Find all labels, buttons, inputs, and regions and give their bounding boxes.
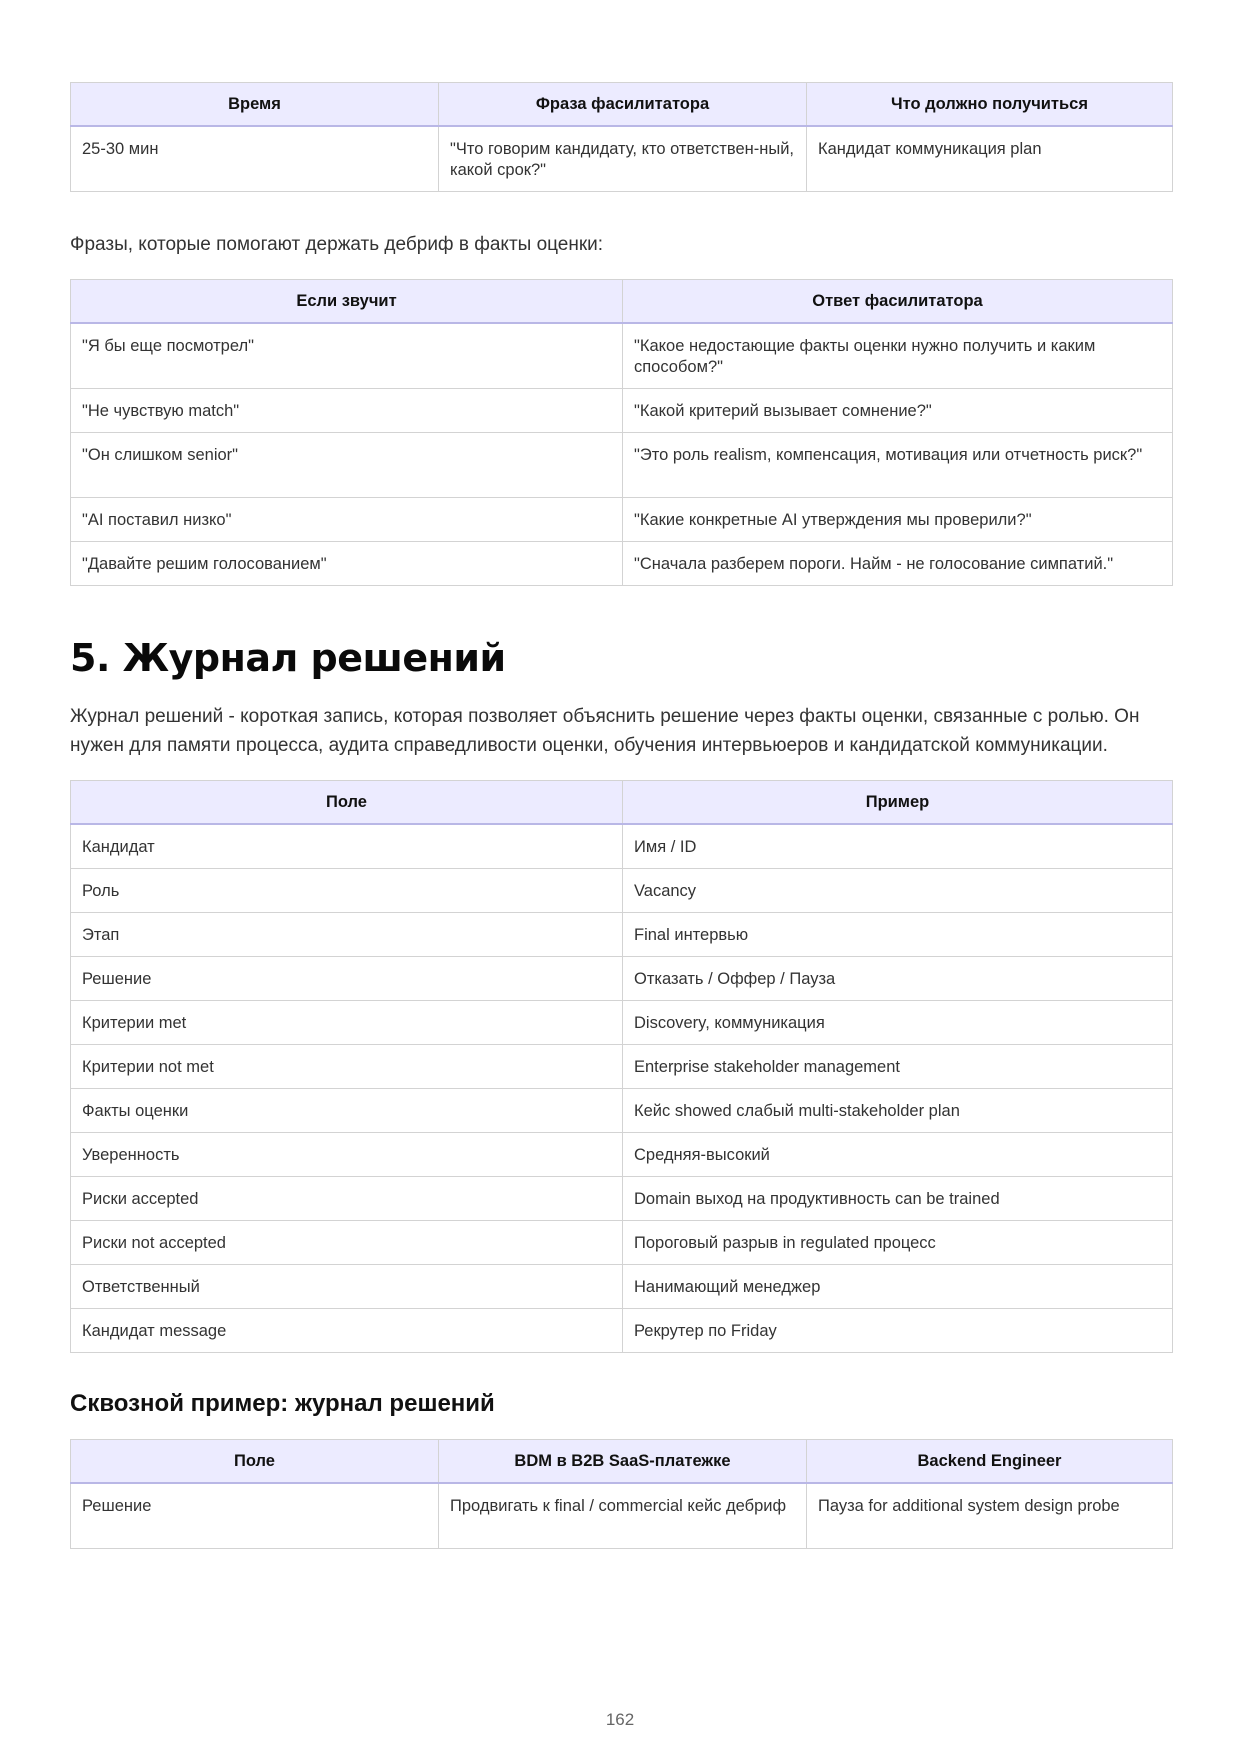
table-cell: Критерии not met [71,1045,623,1089]
table-cell: Решение [71,957,623,1001]
table-cell: "Сначала разберем пороги. Найм - не голосование симпатий." [623,542,1173,586]
table-row [71,542,1173,586]
table-header-cell: Фраза фасилитатора [439,83,807,127]
table-cell: "Что говорим кандидату, кто ответствен-ный, какой срок?" [439,126,807,192]
table-header-row [71,83,1173,127]
table-row [71,1309,1173,1353]
table-row [71,126,1173,192]
table-header-row [71,1440,1173,1484]
table-row [71,913,1173,957]
decision-log-table [70,780,1173,1353]
table-row [71,1221,1173,1265]
table-row [71,433,1173,498]
table-cell: Риски accepted [71,1177,623,1221]
table-cell: "Какой критерий вызывает сомнение?" [623,389,1173,433]
table-row [71,869,1173,913]
table-header-cell: Что должно получиться [807,83,1173,127]
table-cell: Уверенность [71,1133,623,1177]
table-cell: Кандидат message [71,1309,623,1353]
example-heading: Сквозной пример: журнал решений [70,1390,495,1417]
table-row [71,498,1173,542]
table-cell: Нанимающий менеджер [623,1265,1173,1309]
section-intro: Журнал решений - короткая запись, которая позволяет объяснить решение через факты оценки, связанные с ролью. Он нужен для памяти процесса, аудита справедливости оценки, обучения интервьюеров и кандидатской коммуникации. [70,706,1140,756]
table-cell: Риски not accepted [71,1221,623,1265]
table-cell: Средняя-высокий [623,1133,1173,1177]
table-cell: Пороговый разрыв in regulated процесс [623,1221,1173,1265]
table-row [71,1089,1173,1133]
table-cell: "Какое недостающие факты оценки нужно получить и каким способом?" [623,323,1173,389]
table-row [71,1177,1173,1221]
example-table [70,1439,1173,1549]
table-cell: Роль [71,869,623,913]
table-cell: "Давайте решим голосованием" [71,542,623,586]
table-cell: "Он слишком senior" [71,433,623,498]
table-cell: Ответственный [71,1265,623,1309]
table-row [71,389,1173,433]
table-cell: "Какие конкретные AI утверждения мы проверили?" [623,498,1173,542]
table-cell: Решение [71,1483,439,1549]
table-cell: "AI поставил низко" [71,498,623,542]
table-header-cell: Пример [623,781,1173,825]
table-cell: Domain выход на продуктивность can be trained [623,1177,1173,1221]
table-header-cell: Backend Engineer [807,1440,1173,1484]
page-number: 162 [605,1710,635,1729]
table-header-row [71,781,1173,825]
table-cell: Этап [71,913,623,957]
table-row [71,1265,1173,1309]
table-cell: "Я бы еще посмотрел" [71,323,623,389]
table-cell: Факты оценки [71,1089,623,1133]
table-cell: Кейс showed слабый multi-stakeholder plan [623,1089,1173,1133]
table-cell: Enterprise stakeholder management [623,1045,1173,1089]
table-cell: Кандидат [71,824,623,869]
timing-table [70,82,1173,192]
table-row [71,1133,1173,1177]
section-heading: 5. Журнал решений [70,636,506,680]
table-header-cell: BDM в B2B SaaS-платежке [439,1440,807,1484]
table-cell: Кандидат коммуникация plan [807,126,1173,192]
table-cell: Рекрутер по Friday [623,1309,1173,1353]
table-cell: "Это роль realism, компенсация, мотивация или отчетность риск?" [623,433,1173,498]
table-row [71,1483,1173,1549]
table-row [71,1001,1173,1045]
table-row [71,957,1173,1001]
document-page [70,82,1172,1549]
table-header-cell: Поле [71,1440,439,1484]
phrases-intro: Фразы, которые помогают держать дебриф в факты оценки: [70,234,604,255]
table-header-cell: Ответ фасилитатора [623,280,1173,324]
table-cell: 25-30 мин [71,126,439,192]
table-cell: Отказать / Оффер / Пауза [623,957,1173,1001]
table-cell: Имя / ID [623,824,1173,869]
table-cell: Vacancy [623,869,1173,913]
table-header-row [71,280,1173,324]
phrases-table [70,279,1173,586]
table-header-cell: Если звучит [71,280,623,324]
table-row [71,824,1173,869]
table-cell: Пауза for additional system design probe [807,1483,1173,1549]
table-cell: Discovery, коммуникация [623,1001,1173,1045]
table-header-cell: Время [71,83,439,127]
table-cell: Продвигать к final / commercial кейс дебриф [439,1483,807,1549]
table-row [71,1045,1173,1089]
table-row [71,323,1173,389]
table-cell: "Не чувствую match" [71,389,623,433]
table-cell: Final интервью [623,913,1173,957]
table-header-cell: Поле [71,781,623,825]
table-cell: Критерии met [71,1001,623,1045]
